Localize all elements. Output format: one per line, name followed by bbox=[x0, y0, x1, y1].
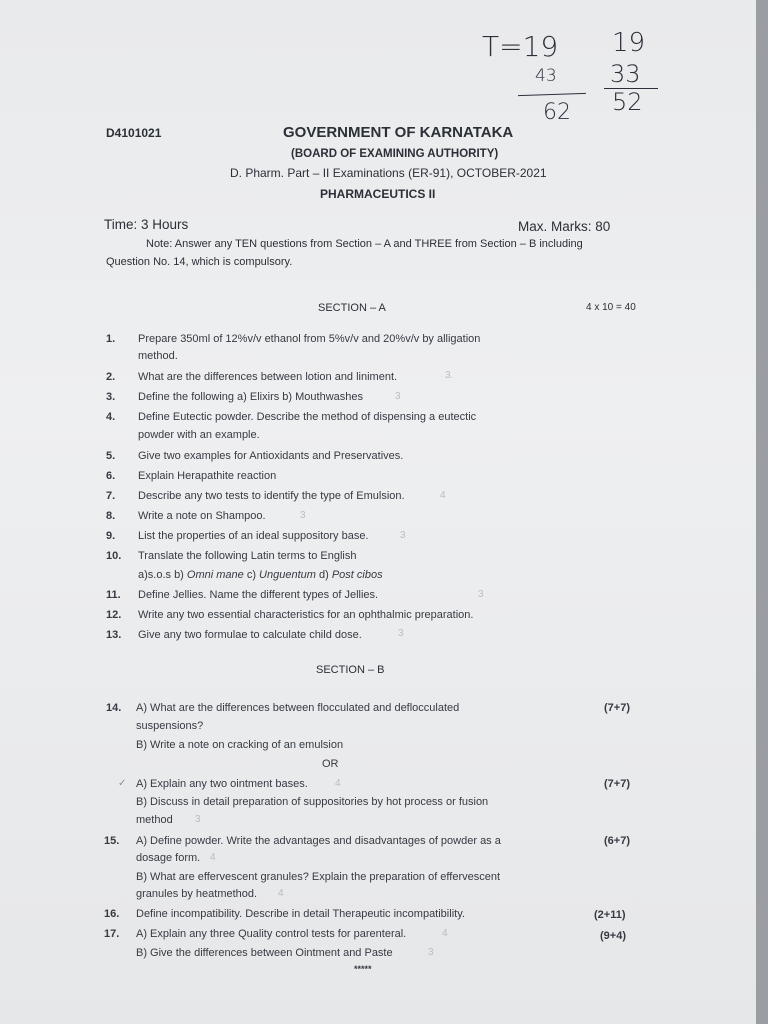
question-text: A) Define powder. Write the advantages and disadvantages of powder as a bbox=[136, 835, 501, 847]
question-number: 8. bbox=[106, 510, 116, 522]
handwritten-right-total: 52 bbox=[612, 88, 643, 116]
question-text: Translate the following Latin terms to English bbox=[138, 550, 357, 562]
question-text: B) Give the differences between Ointment and Paste bbox=[136, 947, 393, 959]
question-number: 1. bbox=[106, 333, 116, 345]
question-text: powder with an example. bbox=[138, 429, 260, 441]
pencil-mark: 3 bbox=[428, 947, 434, 958]
question-number: 5. bbox=[106, 450, 116, 462]
question-number: 15. bbox=[104, 835, 120, 847]
pencil-mark: 3 bbox=[300, 510, 306, 521]
pencil-mark: 4 bbox=[335, 778, 341, 789]
question-number: 10. bbox=[106, 550, 122, 562]
pencil-mark: 4 bbox=[210, 852, 216, 863]
question-text: Prepare 350ml of 12%v/v ethanol from 5%v/v and 20%v/v by alligation bbox=[138, 333, 481, 345]
question-number: 6. bbox=[106, 470, 116, 482]
question-text: Write any two essential characteristics for an ophthalmic preparation. bbox=[138, 609, 474, 621]
question-text: List the properties of an ideal suppository base. bbox=[138, 530, 369, 542]
question-marks: (7+7) bbox=[604, 702, 630, 714]
question-marks: (7+7) bbox=[604, 778, 630, 790]
government-title: GOVERNMENT OF KARNATAKA bbox=[283, 124, 514, 141]
question-text: Write a note on Shampoo. bbox=[138, 510, 266, 522]
question-number: 2. bbox=[106, 371, 116, 383]
question-text: Describe any two tests to identify the type of Emulsion. bbox=[138, 490, 405, 502]
question-text: A) What are the differences between flocculated and deflocculated bbox=[136, 702, 460, 714]
board-title: (BOARD OF EXAMINING AUTHORITY) bbox=[291, 148, 499, 160]
pencil-mark: 4 bbox=[278, 888, 284, 899]
latin-term: d) bbox=[315, 569, 332, 581]
question-number: 3. bbox=[106, 391, 116, 403]
question-number: 16. bbox=[104, 908, 120, 920]
question-number: 4. bbox=[106, 411, 116, 423]
pencil-mark: 3 bbox=[395, 391, 401, 402]
latin-term: Unguentum bbox=[259, 569, 316, 581]
latin-terms bbox=[138, 569, 383, 581]
pencil-mark: 3. bbox=[445, 370, 454, 381]
latin-term: a)s.o.s b) bbox=[138, 569, 187, 581]
pencil-mark: 3 bbox=[400, 530, 406, 541]
latin-term: Post cibos bbox=[331, 569, 383, 581]
question-text: method. bbox=[138, 350, 178, 362]
note-line-1: Note: Answer any TEN questions from Section – A and THREE from Section – B including bbox=[146, 238, 583, 250]
pencil-mark: 3 bbox=[398, 628, 404, 639]
question-text: B) Discuss in detail preparation of suppositories by hot process or fusion bbox=[136, 796, 489, 808]
question-number: 12. bbox=[106, 609, 122, 621]
check-mark: ✓ bbox=[118, 778, 127, 789]
paper-code: D4101021 bbox=[106, 126, 162, 140]
question-number: 11. bbox=[106, 589, 121, 601]
handwritten-left-total: 62 bbox=[543, 100, 571, 125]
question-text: A) Explain any two ointment bases. bbox=[136, 778, 308, 790]
section-b-title: SECTION – B bbox=[316, 664, 385, 676]
question-text: Define Eutectic powder. Describe the method of dispensing a eutectic bbox=[138, 411, 477, 423]
question-marks: (2+11) bbox=[594, 909, 626, 921]
question-text: B) What are effervescent granules? Explain the preparation of effervescent bbox=[136, 871, 501, 883]
question-marks: (6+7) bbox=[604, 835, 630, 847]
pencil-mark: 4 bbox=[442, 928, 448, 939]
question-text: Give two examples for Antioxidants and Preservatives. bbox=[138, 450, 404, 462]
question-text: Define Jellies. Name the different types of Jellies. bbox=[138, 589, 379, 601]
pencil-mark: 3 bbox=[478, 589, 484, 600]
question-text: method bbox=[136, 814, 173, 826]
latin-term: Omni mane bbox=[186, 569, 244, 581]
question-text: B) Write a note on cracking of an emulsion bbox=[136, 739, 344, 751]
question-number: 13. bbox=[106, 629, 122, 641]
question-text: granules by heatmethod. bbox=[136, 888, 258, 900]
exam-title: D. Pharm. Part – II Examinations (ER-91), OCTOBER-2021 bbox=[230, 166, 547, 180]
max-marks-label: Max. Marks: 80 bbox=[518, 219, 611, 234]
handwritten-right-add: 33 bbox=[610, 60, 641, 88]
question-number: 14. bbox=[106, 702, 122, 714]
or-label: OR bbox=[322, 758, 339, 770]
question-text: Define the following a) Elixirs b) Mouthwashes bbox=[138, 391, 363, 403]
handwritten-left-rule bbox=[518, 93, 586, 96]
handwritten-right-top: 19 bbox=[612, 28, 646, 58]
note-line-2: Question No. 14, which is compulsory. bbox=[106, 256, 293, 268]
question-text: What are the differences between lotion and liniment. bbox=[138, 371, 398, 383]
question-number: 9. bbox=[106, 530, 116, 542]
pencil-mark: 3 bbox=[195, 814, 201, 825]
question-number: 17. bbox=[104, 928, 120, 940]
pencil-mark: 4 bbox=[440, 490, 446, 501]
question-text: suspensions? bbox=[136, 720, 204, 732]
subject-title: PHARMACEUTICS II bbox=[320, 187, 436, 201]
section-a-marks: 4 x 10 = 40 bbox=[586, 302, 636, 313]
question-number: 7. bbox=[106, 490, 116, 502]
question-text: dosage form. bbox=[136, 852, 201, 864]
question-text: Give any two formulae to calculate child dose. bbox=[138, 629, 362, 641]
handwritten-left-add: 43 bbox=[535, 66, 557, 86]
question-text: A) Explain any three Quality control tests for parenteral. bbox=[136, 928, 407, 940]
time-label: Time: 3 Hours bbox=[104, 217, 189, 232]
end-marker: ***** bbox=[354, 964, 372, 974]
section-a-title: SECTION – A bbox=[318, 302, 386, 314]
latin-term: c) bbox=[243, 569, 260, 581]
question-text: Define incompatibility. Describe in detail Therapeutic incompatibility. bbox=[136, 908, 465, 920]
question-marks: (9+4) bbox=[600, 930, 626, 942]
question-text: Explain Herapathite reaction bbox=[138, 470, 277, 482]
handwritten-total-label: T=19 bbox=[482, 30, 559, 63]
